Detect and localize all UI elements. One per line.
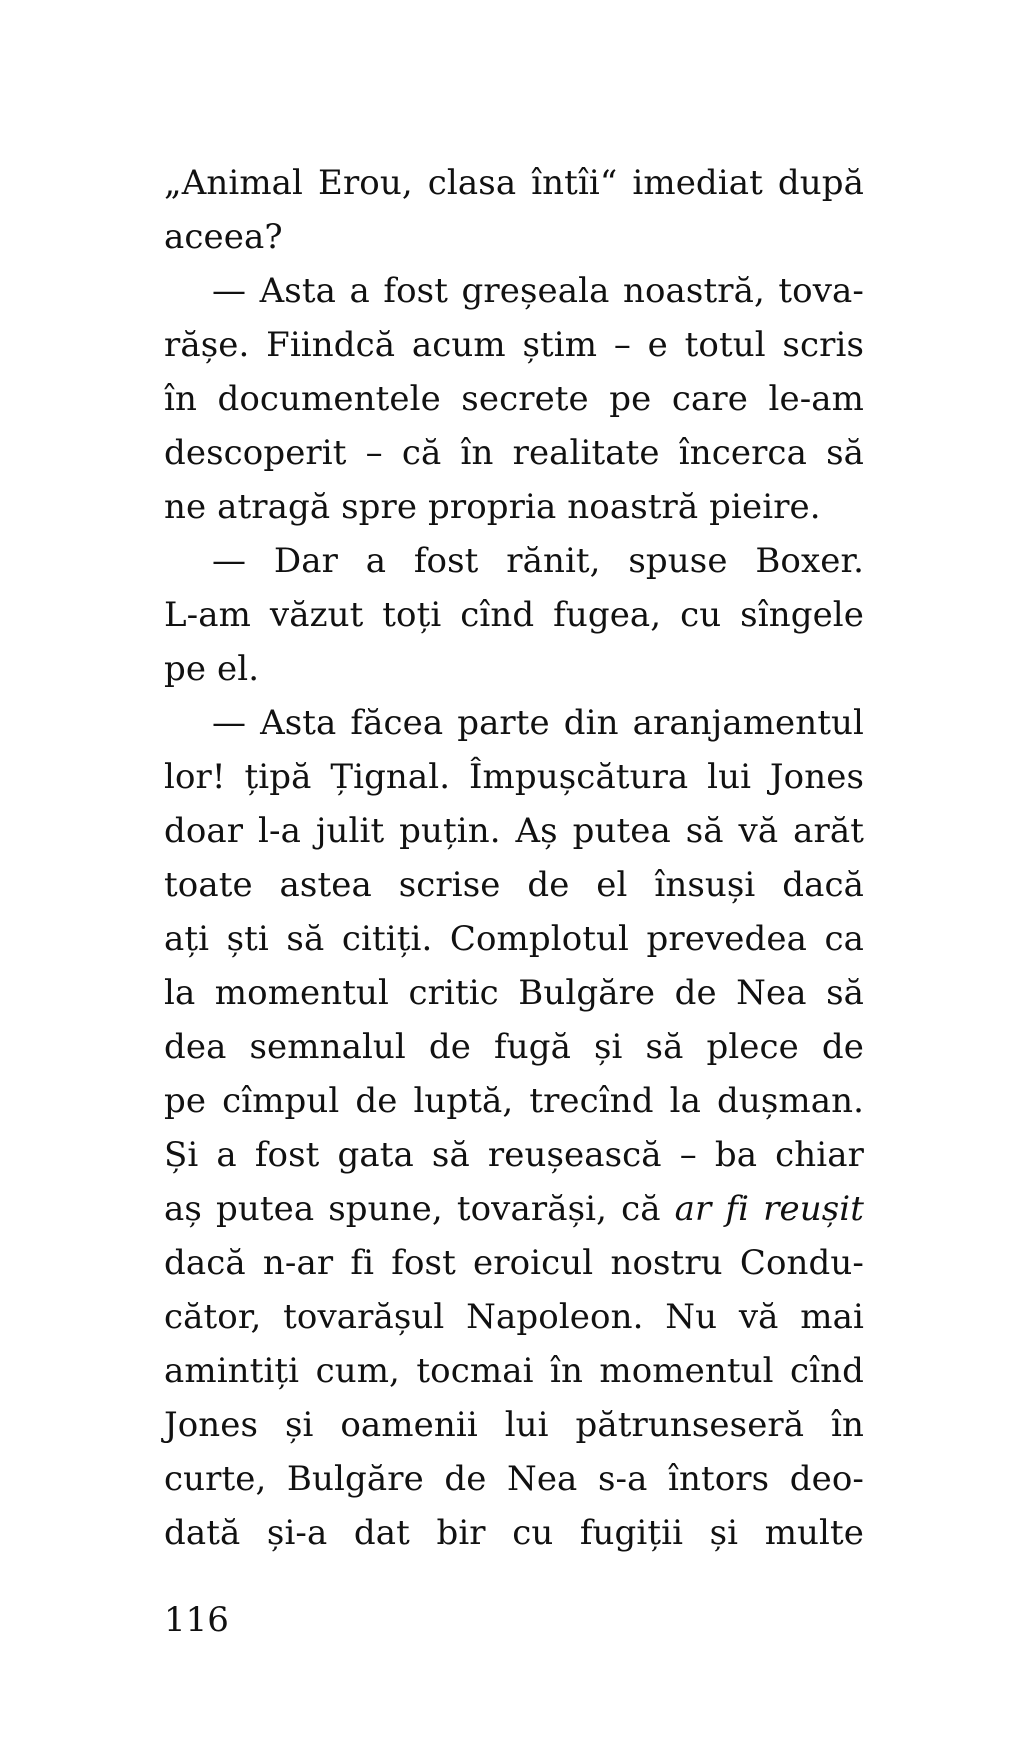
text-line: amintiți cum, tocmai în momentul cînd (164, 1351, 864, 1391)
text-line: „Animal Erou, clasa întîi“ imediat după (164, 163, 864, 203)
text-line-with-italic (164, 1182, 864, 1236)
body-text (164, 156, 864, 1560)
text-line: pe cîmpul de luptă, trecînd la dușman. (164, 1081, 864, 1121)
text-line: dea semnalul de fugă și să plece de (164, 1027, 864, 1067)
italic-phrase: ar fi reușit (674, 1189, 864, 1229)
text-line: ne atragă spre propria noastră pieire. (164, 487, 821, 527)
text-line: la momentul critic Bulgăre de Nea să (164, 973, 864, 1013)
text-line-roman-part: aș putea spune, tovarăși, că (164, 1189, 675, 1229)
text-line: dată și-a dat bir cu fugiții și multe (164, 1513, 864, 1553)
text-line: L-am văzut toți cînd fugea, cu sîngele (164, 595, 864, 635)
text-line: rășe. Fiindcă acum știm – e totul scris (164, 325, 864, 365)
text-line: în documentele secrete pe care le-am (164, 379, 864, 419)
text-line: cător, tovarășul Napoleon. Nu vă mai (164, 1297, 864, 1337)
text-line: toate astea scrise de el însuși dacă (164, 865, 864, 905)
text-line: aceea? (164, 217, 283, 257)
text-line: pe el. (164, 649, 260, 689)
text-line: curte, Bulgăre de Nea s-a întors deo- (164, 1459, 864, 1499)
text-line: — Asta făcea parte din aranjamentul (212, 703, 864, 743)
text-line: Și a fost gata să reușească – ba chiar (164, 1135, 864, 1175)
text-line: descoperit – că în realitate încerca să (164, 433, 864, 473)
text-line: — Dar a fost rănit, spuse Boxer. (212, 541, 864, 581)
text-line: lor! țipă Țignal. Împușcătura lui Jones (164, 757, 864, 797)
text-line: — Asta a fost greșeala noastră, tova- (212, 271, 864, 311)
text-line: dacă n-ar fi fost eroicul nostru Condu- (164, 1243, 864, 1283)
text-line: doar l-a julit puțin. Aș putea să vă arăt (164, 811, 864, 851)
page-number: 116 (164, 1600, 229, 1640)
text-line: ați ști să citiți. Complotul prevedea ca (164, 919, 864, 959)
text-line: Jones și oamenii lui pătrunseseră în (164, 1405, 864, 1445)
